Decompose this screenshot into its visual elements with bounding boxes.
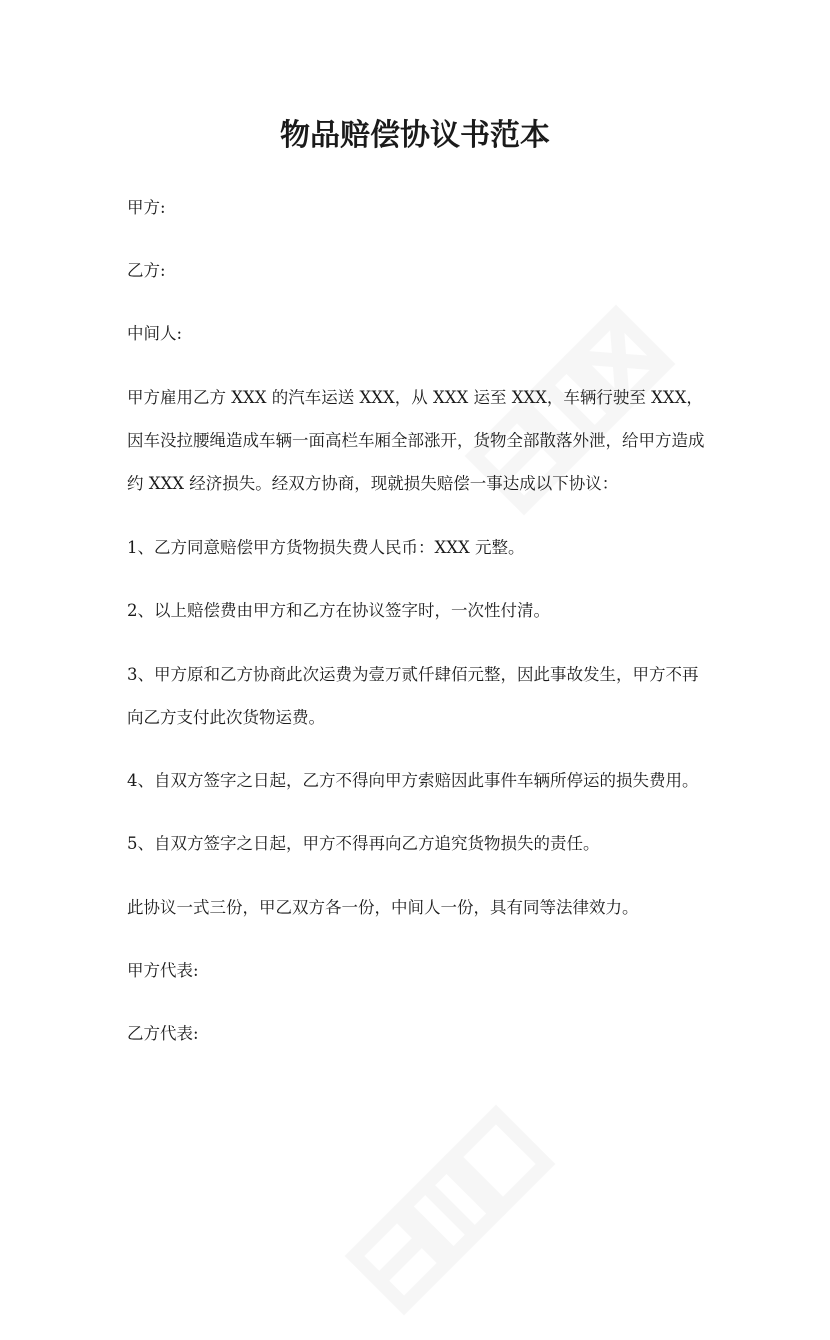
intro-line: 因车没拉腰绳造成车辆一面高栏车厢全部涨开，货物全部散落外泄，给甲方造成 — [127, 431, 705, 450]
clause-3-line: 向乙方支付此次货物运费。 — [127, 708, 325, 727]
party-b-label: 乙方: — [127, 261, 166, 280]
clause-3-line: 3、甲方原和乙方协商此次运费为壹万贰仟肆佰元整，因此事故发生，甲方不再 — [127, 665, 699, 684]
clause-2: 2、以上赔偿费由甲方和乙方在协议签字时，一次性付清。 — [127, 601, 550, 620]
watermark-icon — [440, 280, 700, 540]
party-b-rep-label: 乙方代表: — [127, 1024, 199, 1043]
intro-line: 甲方雇用乙方 XXX 的汽车运送 XXX，从 XXX 运至 XXX，车辆行驶至 XXX， — [127, 388, 703, 407]
party-a-rep-label: 甲方代表: — [127, 961, 199, 980]
party-a-label: 甲方: — [127, 198, 166, 217]
copies-statement: 此协议一式三份，甲乙双方各一份，中间人一份，具有同等法律效力。 — [127, 898, 639, 917]
clause-5: 5、自双方签字之日起，甲方不得再向乙方追究货物损失的责任。 — [127, 834, 600, 853]
intermediary-label: 中间人: — [127, 324, 183, 343]
clause-4: 4、自双方签字之日起，乙方不得向甲方索赔因此事件车辆所停运的损失费用。 — [127, 771, 699, 790]
watermark-icon — [320, 1080, 580, 1340]
intro-line: 约 XXX 经济损失。经双方协商，现就损失赔偿一事达成以下协议： — [127, 474, 619, 493]
clause-1: 1、乙方同意赔偿甲方货物损失费人民币：XXX 元整。 — [127, 538, 525, 557]
document-title: 物品赔偿协议书范本 — [280, 118, 550, 153]
